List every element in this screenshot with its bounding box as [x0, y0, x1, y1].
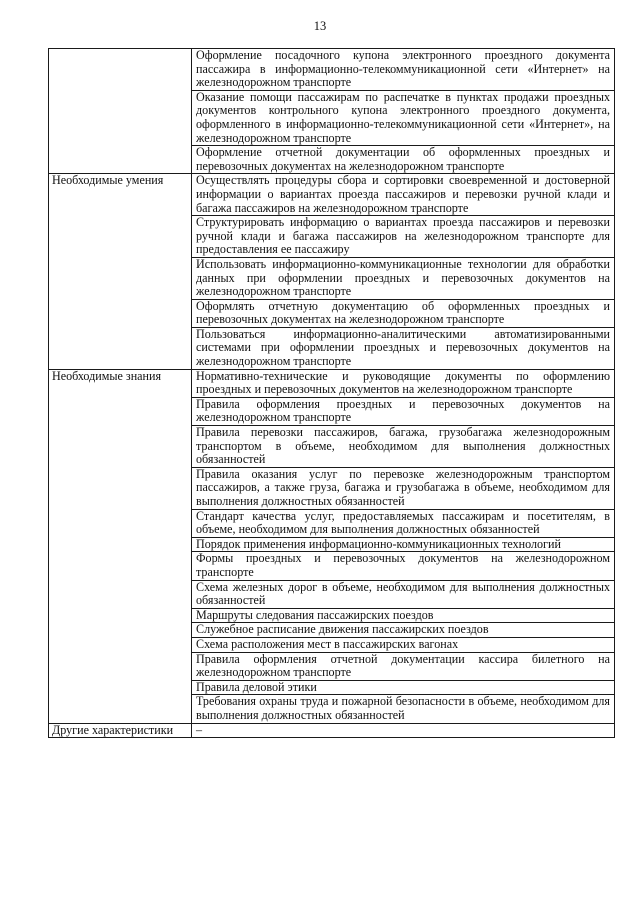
skill-item: Осуществлять процедуры сбора и сортировки своевременной и достоверной информации о вариантах проезда пассажиров и перевозки ручной клади и багажа пассажиров на железнодорожном транспорте — [192, 174, 615, 216]
section-label-knowledge: Необходимые знания — [49, 369, 192, 723]
section-label-other: Другие характеристики — [49, 723, 192, 738]
labor-action-item: Оформление отчетной документации об оформленных проездных и перевозочных документах на железнодорожном транспорте — [192, 146, 615, 174]
knowledge-item: Порядок применения информационно-коммуникационных технологий — [192, 537, 615, 552]
page-number: 13 — [313, 19, 327, 33]
knowledge-item: Служебное расписание движения пассажирских поездов — [192, 623, 615, 638]
skill-item: Оформлять отчетную документацию об оформленных проездных и перевозочных документах на железнодорожном транспорте — [192, 299, 615, 327]
knowledge-item: Правила перевозки пассажиров, багажа, грузобагажа железнодорожным транспортом в объеме, необходимом для выполнения должностных обязанностей — [192, 426, 615, 468]
skill-item: Структурировать информацию о вариантах проезда пассажиров и перевозки ручной клади и багажа пассажиров на железнодорожном транспорте для предоставления ее пассажиру — [192, 216, 615, 258]
knowledge-item: Схема железных дорог в объеме, необходимом для выполнения должностных обязанностей — [192, 580, 615, 608]
labor-action-item: Оказание помощи пассажирам по распечатке в пунктах продажи проездных документов контрольного купона электронного проездного документа, оформленного в информационно-телекоммуникационной сети «Интернет», на железнодорожном транспорте — [192, 90, 615, 145]
knowledge-item: Маршруты следования пассажирских поездов — [192, 608, 615, 623]
other-characteristics-value: – — [192, 723, 615, 738]
knowledge-item: Нормативно-технические и руководящие документы по оформлению проездных и перевозочных документов на железнодорожном транспорте — [192, 369, 615, 397]
section-label-continued — [49, 49, 192, 174]
section-label-skills: Необходимые умения — [49, 174, 192, 369]
labor-action-item: Оформление посадочного купона электронного проездного документа пассажира в информационно-телекоммуникационной сети «Интернет» на железнодорожном транспорте — [192, 49, 615, 91]
knowledge-item: Схема расположения мест в пассажирских вагонах — [192, 637, 615, 652]
table-row — [49, 49, 615, 91]
table-row — [49, 369, 615, 397]
knowledge-item: Формы проездных и перевозочных документов на железнодорожном транспорте — [192, 552, 615, 580]
knowledge-item: Требования охраны труда и пожарной безопасности в объеме, необходимом для выполнения должностных обязанностей — [192, 695, 615, 723]
table-row — [49, 723, 615, 738]
knowledge-item: Правила оформления проездных и перевозочных документов на железнодорожном транспорте — [192, 397, 615, 425]
knowledge-item: Стандарт качества услуг, предоставляемых пассажирам и посетителям, в объеме, необходимом для выполнения должностных обязанностей — [192, 509, 615, 537]
qualification-table — [48, 48, 615, 738]
table-row — [49, 174, 615, 216]
knowledge-item: Правила оказания услуг по перевозке железнодорожным транспортом пассажиров, а также груза, багажа и грузобагажа в объеме, необходимом для выполнения должностных обязанностей — [192, 467, 615, 509]
knowledge-item: Правила деловой этики — [192, 680, 615, 695]
knowledge-item: Правила оформления отчетной документации кассира билетного на железнодорожном транспорте — [192, 652, 615, 680]
skill-item: Использовать информационно-коммуникационные технологии для обработки данных при оформлении проездных и перевозочных документов на железнодорожном транспорте — [192, 257, 615, 299]
skill-item: Пользоваться информационно-аналитическими автоматизированными системами при оформлении проездных и перевозочных документов на железнодорожном транспорте — [192, 327, 615, 369]
